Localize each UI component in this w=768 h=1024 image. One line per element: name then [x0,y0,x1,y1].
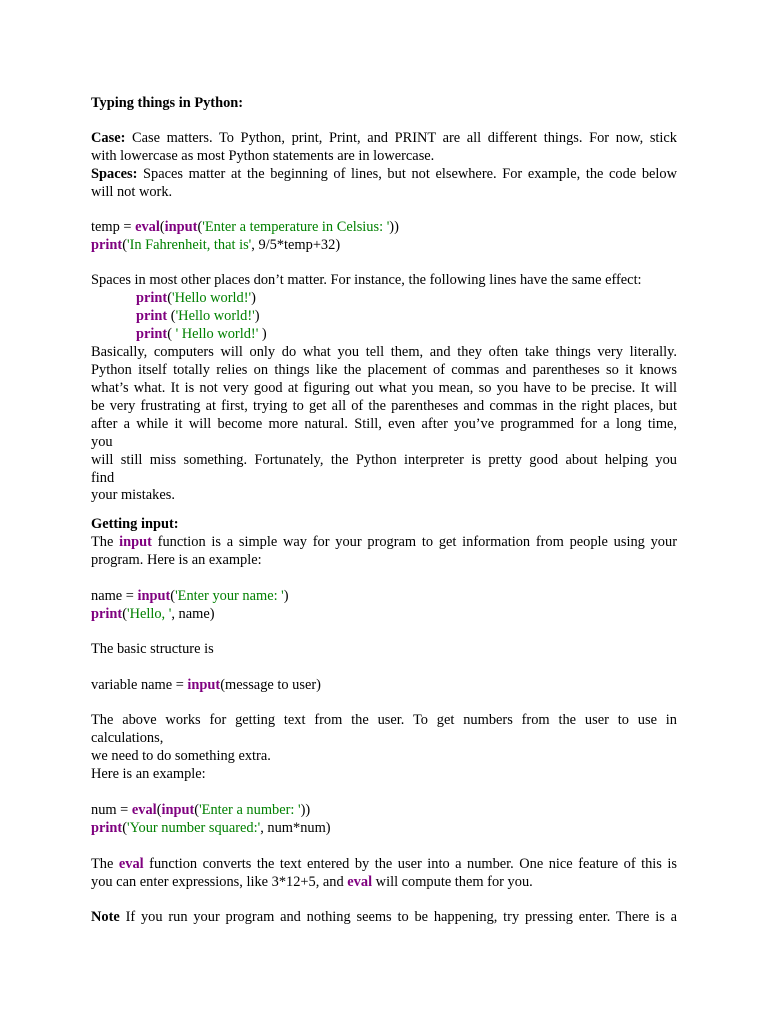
code-line [91,605,215,623]
code-keyword: input [161,802,195,818]
code-keyword: input [137,588,171,604]
spaces-line-1 [91,165,677,183]
code-text: )) [389,219,399,235]
code-line [91,676,321,694]
code-text: ( [122,237,127,253]
code-keyword: eval [131,802,157,818]
paragraph-text: you can enter expressions, like 3*12+5, and [91,874,348,890]
code-keyword: print [136,326,168,342]
case-line-1 [91,129,677,147]
code-keyword: eval [135,219,160,235]
paragraph-line: find [91,470,115,486]
paragraph-text: function is a simple way for your program to get information from people using your [151,534,677,550]
code-line [91,236,340,254]
paragraph-line: you [91,434,113,450]
code-text: ( [197,219,203,235]
spaces-line-2: will not work. [91,184,173,200]
note-line [91,908,677,926]
paragraph-text: The [91,534,120,550]
paragraph-line: The basic structure is [91,641,214,657]
code-text: ) [283,588,289,604]
code-keyword: input [119,534,152,550]
code-text: , name) [171,606,215,622]
case-text: Case matters. To Python, print, Print, and PRINT are all different things. For now, stick [125,130,677,146]
code-text: ( [170,588,176,604]
code-string: 'Enter a number: ' [199,802,301,818]
code-string: ' Hello world!' [175,326,262,342]
section-heading: Getting input: [91,516,179,532]
paragraph-text: The [91,856,119,872]
code-text: (message to user) [220,677,321,693]
code-text: ( [156,802,162,818]
paragraph-line: what’s what. It is not very good at figuring out what you mean, so you have to be precise. It will [91,380,677,396]
code-keyword: input [187,677,221,693]
code-line [136,289,256,307]
code-text: ) [261,326,267,342]
code-line [91,218,399,236]
code-line [91,587,289,605]
code-keyword: print [136,290,168,306]
code-line [136,325,267,343]
code-text: num = [91,802,132,818]
code-keyword: input [164,219,198,235]
spaces-label: Spaces: [91,166,138,182]
code-string: 'In Fahrenheit, that is' [126,237,252,253]
code-keyword: eval [118,856,144,872]
paragraph-line: be very frustrating at first, trying to get all of the parentheses and commas in the right places, but [91,398,677,414]
code-text: , num*num) [260,820,331,836]
case-label: Case: [91,130,126,146]
paragraph-text: will compute them for you. [372,874,533,890]
code-string: 'Hello world!' [175,308,255,324]
paragraph-text: function converts the text entered by the user into a number. One nice feature of this is [143,856,677,872]
code-string: 'Hello, ' [126,606,172,622]
paragraph-line: Spaces in most other places don’t matter. For instance, the following lines have the same effect: [91,272,642,288]
code-text: ) [251,290,256,306]
code-keyword: print [91,237,123,253]
spaces-text: Spaces matter at the beginning of lines, but not elsewhere. For example, the code below [137,166,677,182]
code-text: ( [122,606,127,622]
code-keyword: print [136,308,168,324]
paragraph-line: The above works for getting text from the user. To get numbers from the user to use in [91,712,677,728]
code-text: ( [194,802,200,818]
code-text: , 9/5*temp+32) [251,237,341,253]
code-string: 'Your number squared:' [126,820,261,836]
paragraph-line: program. Here is an example: [91,552,262,568]
code-keyword: print [91,606,123,622]
code-text: ( [159,219,165,235]
paragraph-line [91,855,677,873]
note-text: If you run your program and nothing seems to be happening, try pressing enter. There is a [119,909,677,925]
code-string: 'Enter a temperature in Celsius: ' [202,219,390,235]
paragraph-line: Python itself totally relies on things like the placement of commas and parentheses so it knows [91,362,677,378]
case-line-2: with lowercase as most Python statements are in lowercase. [91,148,435,164]
paragraph-line: calculations, [91,730,164,746]
paragraph-line [91,533,677,551]
code-text: variable name = [91,677,188,693]
code-text: ( [122,820,127,836]
code-text: ( [167,326,176,342]
code-line [91,801,310,819]
code-line [91,819,331,837]
paragraph-line: Basically, computers will only do what you tell them, and they often take things very literally. [91,344,677,360]
paragraph-line: we need to do something extra. [91,748,271,764]
paragraph-line [91,873,533,891]
paragraph-line: Here is an example: [91,766,206,782]
code-line [136,307,260,325]
code-keyword: eval [347,874,373,890]
code-text: ( [167,308,176,324]
note-label: Note [91,909,120,925]
code-text: temp = [91,219,136,235]
paragraph-line: will still miss something. Fortunately, the Python interpreter is pretty good about helping you [91,452,677,468]
code-string: 'Hello world!' [171,290,252,306]
page-title: Typing things in Python: [91,95,244,111]
code-text: ) [254,308,260,324]
code-text: ( [167,290,172,306]
paragraph-line: after a while it will become more natural. Still, even after you’ve programmed for a long time, [91,416,677,432]
code-text: name = [91,588,138,604]
code-text: )) [300,802,311,818]
code-keyword: print [91,820,123,836]
code-string: 'Enter your name: ' [175,588,284,604]
paragraph-line: your mistakes. [91,487,175,503]
